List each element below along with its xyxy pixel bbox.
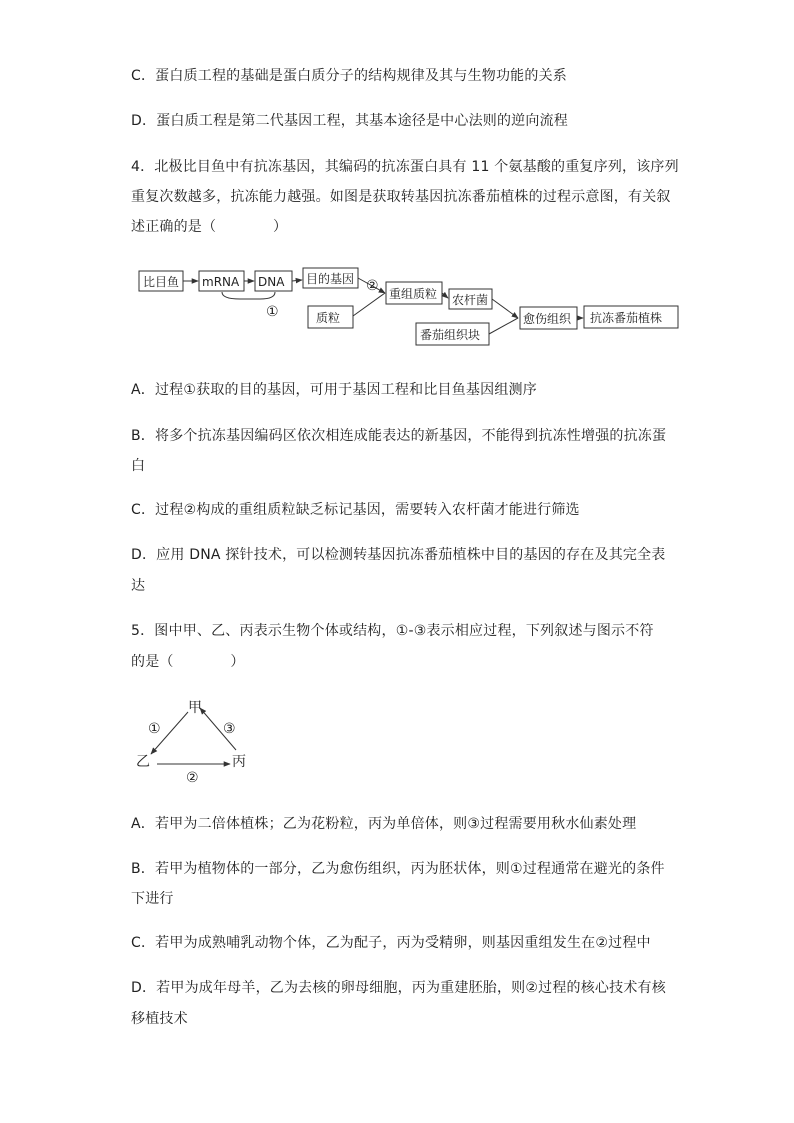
option-c-q3: C．蛋白质工程的基础是蛋白质分子的结构规律及其与生物功能的关系 bbox=[131, 68, 567, 84]
option-d-q5-line2: 移植技术 bbox=[131, 1011, 188, 1027]
option-c-q4: C．过程②构成的重组质粒缺乏标记基因，需要转入农杆菌才能进行筛选 bbox=[131, 502, 580, 518]
triangle-diagram bbox=[136, 700, 246, 786]
label-jia: 甲 bbox=[188, 700, 202, 716]
label-callus: 愈伤组织 bbox=[523, 312, 572, 326]
option-d-q4-line2: 达 bbox=[131, 578, 146, 594]
label-agro: 农杆菌 bbox=[452, 293, 489, 307]
label-recomb: 重组质粒 bbox=[389, 287, 438, 301]
label-step1: ① bbox=[266, 304, 279, 320]
label-bing: 丙 bbox=[232, 754, 246, 770]
question-4-line2: 重复次数越多，抗冻能力越强。如图是获取转基因抗冻番茄植株的过程示意图，有关叙 bbox=[131, 189, 671, 205]
question-5-line1: 5．图中甲、乙、丙表示生物个体或结构，①-③表示相应过程，下列叙述与图示不符 bbox=[131, 623, 654, 639]
option-d-q4-line1: D．应用 DNA 探针技术，可以检测转基因抗冻番茄植株中目的基因的存在及其完全表 bbox=[131, 547, 666, 563]
option-c-q5: C．若甲为成熟哺乳动物个体，乙为配子，丙为受精卵，则基因重组发生在②过程中 bbox=[131, 935, 651, 951]
label-process-1: ① bbox=[148, 721, 161, 737]
label-process-2: ② bbox=[186, 770, 199, 786]
label-mrna: mRNA bbox=[202, 275, 240, 289]
question-5-line2: 的是（ ） bbox=[131, 654, 245, 670]
option-b-q4-line1: B．将多个抗冻基因编码区依次相连成能表达的新基因，不能得到抗冻性增强的抗冻蛋 bbox=[131, 428, 667, 444]
label-tomato-tissue: 番茄组织块 bbox=[420, 328, 481, 342]
option-b-q4-line2: 白 bbox=[131, 458, 146, 474]
label-plasmid: 质粒 bbox=[316, 311, 341, 325]
label-dna: DNA bbox=[258, 275, 285, 289]
label-yi: 乙 bbox=[136, 754, 150, 770]
option-a-q5: A．若甲为二倍体植株；乙为花粉粒，丙为单倍体，则③过程需要用秋水仙素处理 bbox=[131, 816, 637, 832]
option-d-q3: D．蛋白质工程是第二代基因工程，其基本途径是中心法则的逆向流程 bbox=[131, 113, 568, 129]
option-b-q5-line2: 下进行 bbox=[131, 891, 174, 907]
option-b-q5-line1: B．若甲为植物体的一部分，乙为愈伤组织，丙为胚状体，则①过程通常在避光的条件 bbox=[131, 861, 665, 877]
question-4-line3: 述正确的是（ ） bbox=[131, 219, 288, 235]
question-4-line1: 4．北极比目鱼中有抗冻基因，其编码的抗冻蛋白具有 11 个氨基酸的重复序列，该序列 bbox=[131, 159, 679, 175]
label-gene: 目的基因 bbox=[306, 272, 355, 286]
label-process-3: ③ bbox=[223, 721, 236, 737]
label-fish: 比目鱼 bbox=[143, 275, 180, 289]
option-a-q4: A．过程①获取的目的基因，可用于基因工程和比目鱼基因组测序 bbox=[131, 382, 537, 398]
label-plant: 抗冻番茄植株 bbox=[590, 311, 663, 325]
option-d-q5-line1: D．若甲为成年母羊，乙为去核的卵母细胞，丙为重建胚胎，则②过程的核心技术有核 bbox=[131, 980, 666, 996]
label-step2: ② bbox=[366, 278, 379, 294]
